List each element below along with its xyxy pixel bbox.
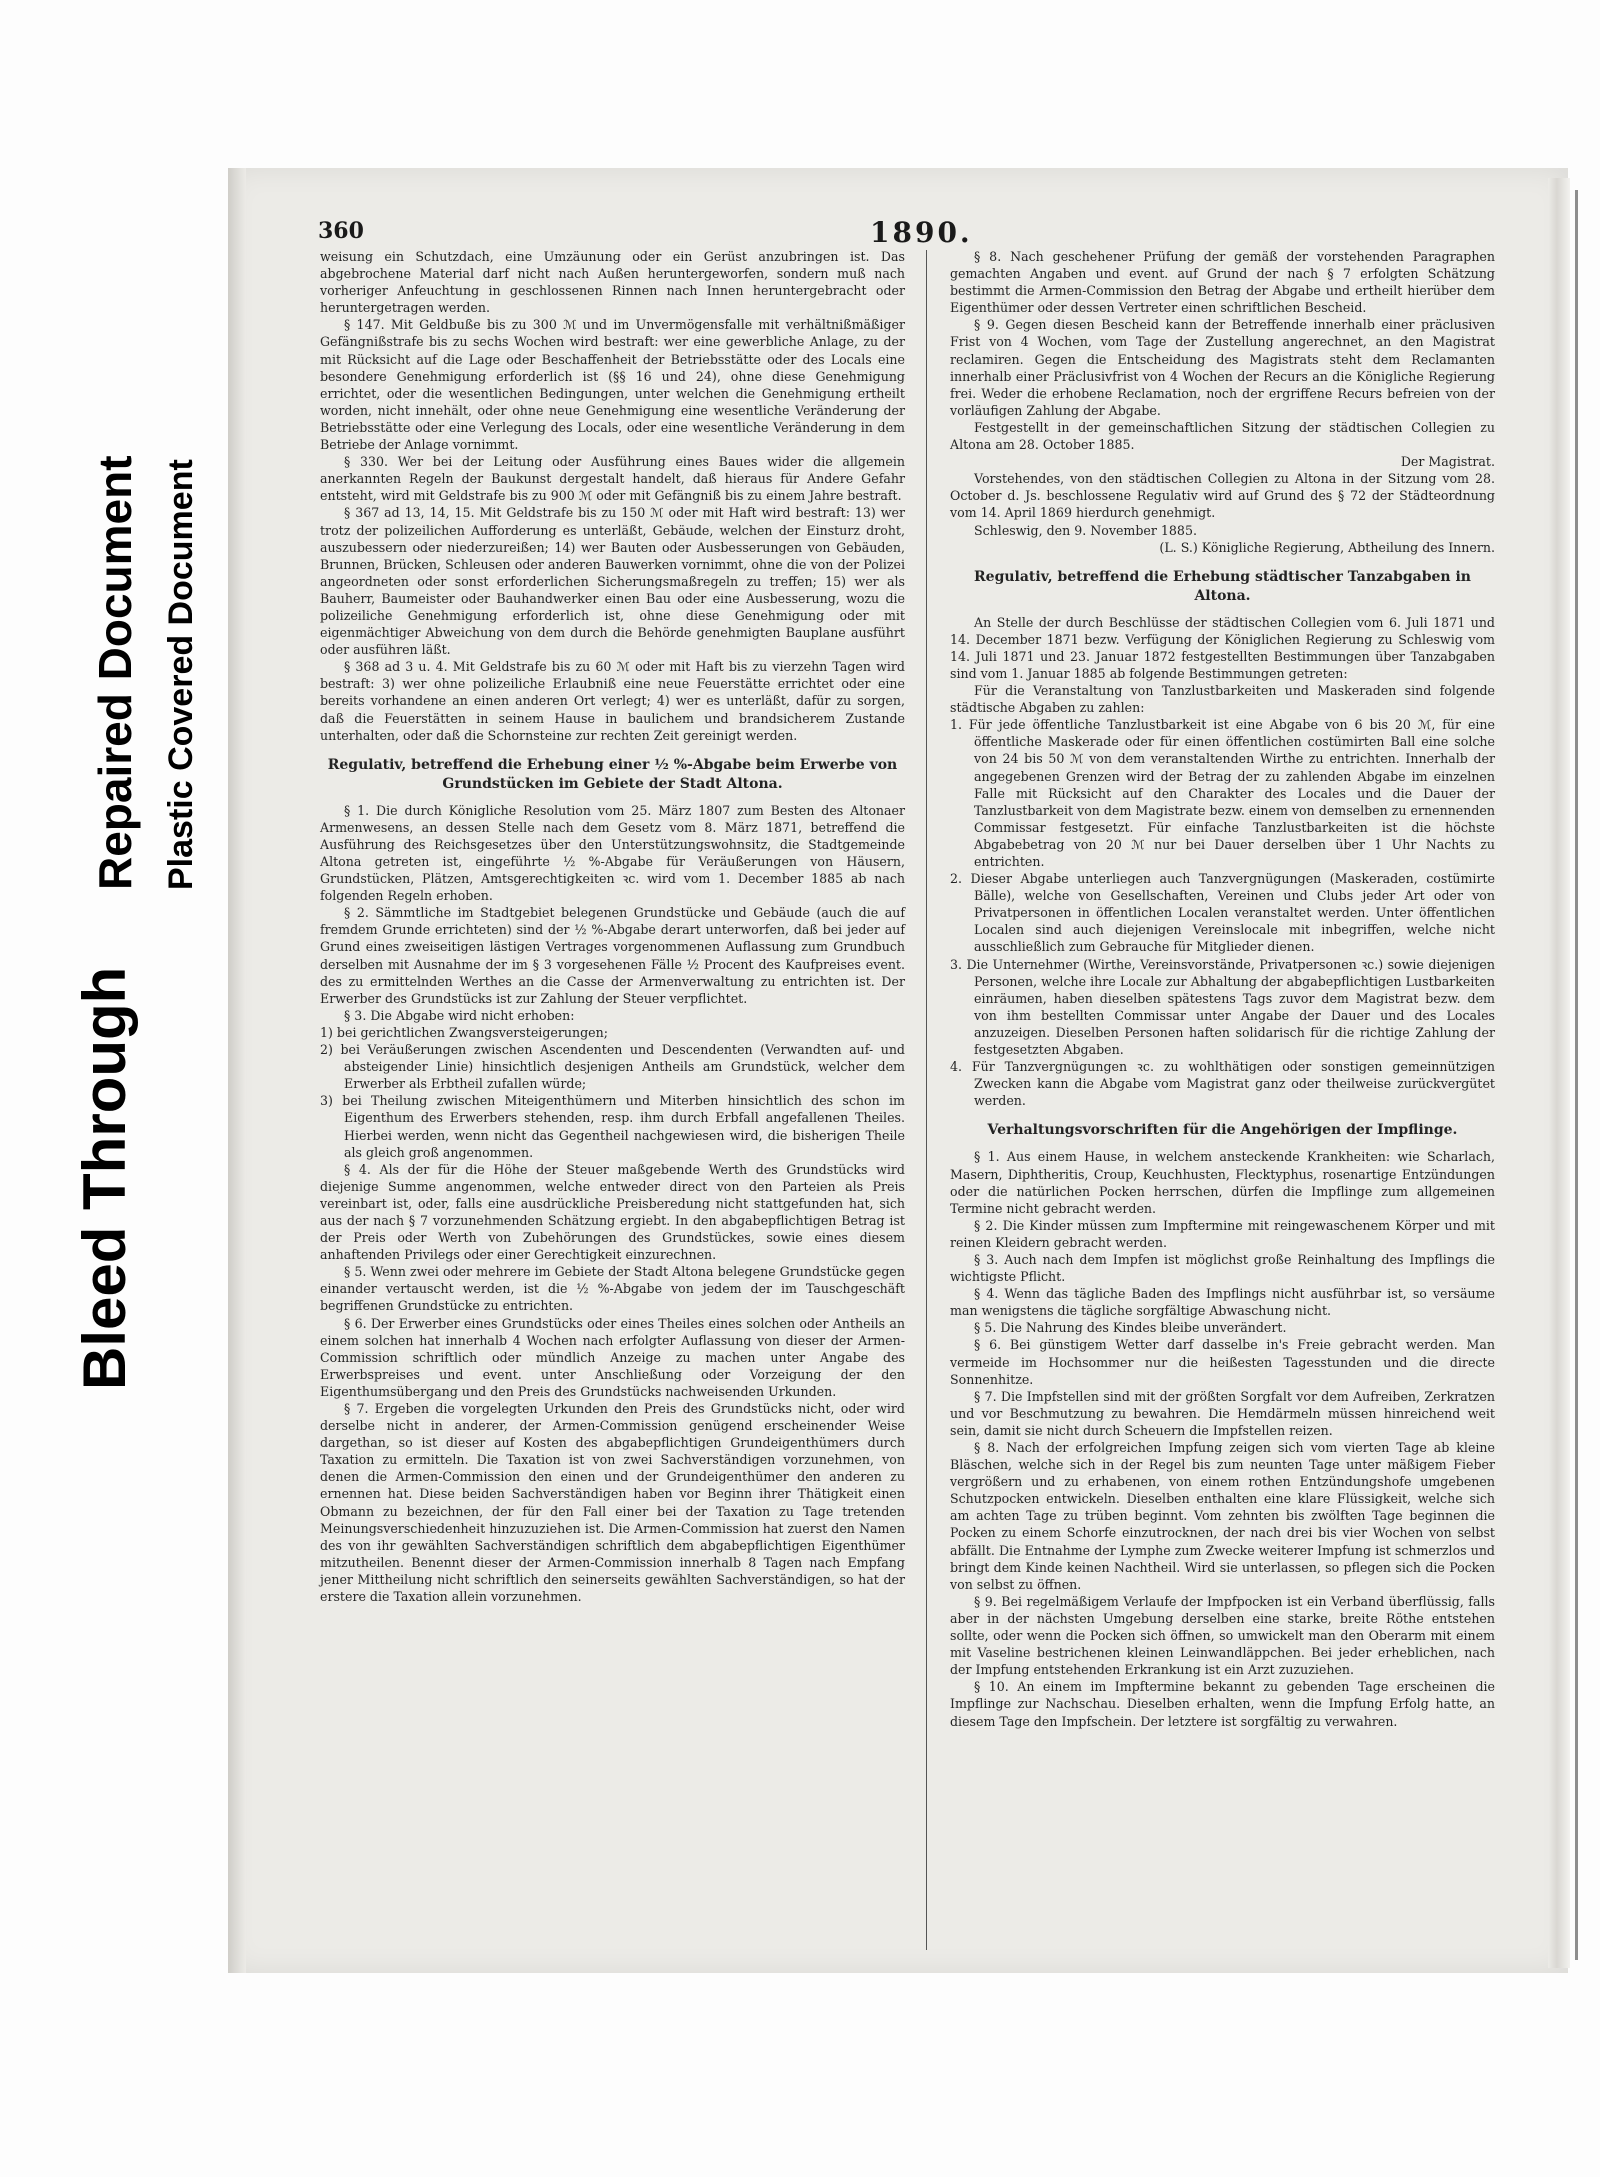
paragraph: § 5. Die Nahrung des Kindes bleibe unverändert. (974, 1320, 1287, 1336)
magistrat-signature: Der Magistrat. (1400, 454, 1495, 470)
paragraph: An Stelle der durch Beschlüsse der städtischen Collegien vom 6. Juli 1871 und 14. December 1871 bezw. Verfügung der Königlichen Regierung zu Schleswig vom 14. Juli 1871 und 23. Januar 1872 festgestellten Bestimmungen über Tanzabgaben sind vom 1. Januar 1885 ab folgende Bestimmungen getreten: (950, 614, 1495, 681)
list-item: 3) bei Theilung zwischen Miteigenthümern und Miterben hinsichtlich des schon im Eigenthum des Erwerbers stehenden, resp. ihm durch Erbfall angefallenen Theiles. Hierbei werden, wenn nicht das Gegentheil nachgewiesen wird, die bisherigen Theile als gleich groß angenommen. (320, 1093, 905, 1160)
paragraph: Festgestellt in der gemeinschaftlichen Sitzung der städtischen Collegien zu Altona am 28. October 1885. (950, 419, 1495, 453)
paragraph: § 9. Gegen diesen Bescheid kann der Betreffende innerhalb einer präclusiven Frist von 4 Wochen, vom Tage der Zustellung angerechnet, an den Magistrat reclamiren. Gegen die Entscheidung des Magistrats steht dem Reclamanten innerhalb einer Präclusivfrist von 4 Wochen der Recurs an die Königliche Regierung frei. Weder die erhobene Reclamation, noch der ergriffene Recurs befreien von der vorläufigen Zahlung der Abgabe. (950, 317, 1495, 418)
list-item: 2) bei Veräußerungen zwischen Ascendenten und Descendenten (Verwandten auf- und absteigender Linie) hinsichtlich desjenigen Antheils am Grundstück, welcher dem Erwerber als Erbtheil zufallen würde; (320, 1042, 905, 1092)
paragraph: § 8. Nach der erfolgreichen Impfung zeigen sich vom vierten Tage ab kleine Bläschen, welche sich in der Regel bis zum neunten Tage unter mäßigem Fieber vergrößern und zu erhabenen, von einem rothen Entzündungshofe umgebenen Schutzpocken entwickeln. Dieselben enthalten eine klare Flüssigkeit, welche sich am achten Tage zu trüben beginnt. Vom zehnten bis zwölften Tage beginnen die Pocken zu einem Schorfe einzutrocknen, der nach drei bis vier Wochen von selbst abfällt. Die Entnahme der Lymphe zum Zwecke weiterer Impfung ist schmerzlos und bringt dem Kinde keinen Nachtheil. Wird sie unterlassen, so pflegen sich die Pocken von selbst zu öffnen. (950, 1440, 1495, 1592)
paragraph: § 8. Nach geschehener Prüfung der gemäß der vorstehenden Paragraphen gemachten Angaben und event. auf Grund der nach § 7 erfolgten Schätzung bestimmt die Armen-Commission den Betrag der Abgabe und ertheilt hierüber dem Eigenthümer oder dessen Vertreter einen schriftlichen Bescheid. (950, 249, 1495, 316)
paragraph: § 6. Bei günstigem Wetter darf dasselbe in's Freie gebracht werden. Man vermeide im Hochsommer nur die heißesten Tagesstunden und die directe Sonnenhitze. (950, 1337, 1495, 1387)
page-number: 360 (318, 218, 364, 244)
page-right-edge (1548, 178, 1570, 1968)
paragraph: § 7. Die Impfstellen sind mit der größten Sorgfalt vor dem Aufreiben, Zerkratzen und vor Beschmutzung zu bewahren. Die Hemdärmeln müssen hinreichend weit sein, damit sie nicht durch Scheuern die Impfstellen reizen. (950, 1388, 1495, 1438)
paragraph: § 330. Wer bei der Leitung oder Ausführung eines Baues wider die allgemein anerkannten Regeln der Baukunst dergestalt handelt, daß hieraus für Andere Gefahr entsteht, wird mit Geldstrafe bis zu 900 ℳ oder mit Gefängniß bis zu einem Jahre bestraft. (320, 454, 905, 504)
paragraph: § 3. Die Abgabe wird nicht erhoben: (344, 1007, 575, 1023)
paragraph: § 2. Sämmtliche im Stadtgebiet belegenen Grundstücke und Gebäude (auch die auf fremdem Grunde errichteten) sind der ½ %-Abgabe derart unterworfen, daß bei jeder auf Grund eines zweiseitigen lästigen Vertrages vorgenommenen Auflassung zum Grundbuch derselben mit Ausnahme der im § 3 vorgesehenen Fälle ½ Procent des Kaufpreises event. des zu ermittelnden Werthes an die Casse der Armenverwaltung zu entrichten ist. Der Erwerber des Grundstücks ist zur Zahlung der Steuer verpflichtet. (320, 905, 905, 1006)
paragraph: § 10. An einem im Impftermine bekannt zu gebenden Tage erscheinen die Impflinge zur Nachschau. Dieselben erhalten, wenn die Impfung Erfolg hatte, an diesem Tage den Impfschein. Der letztere ist sorgfältig zu verwahren. (950, 1679, 1495, 1729)
paragraph: § 3. Auch nach dem Impfen ist möglichst große Reinhaltung des Impflings die wichtigste Pflicht. (950, 1251, 1495, 1285)
section-heading: Regulativ, betreffend die Erhebung einer ½ %-Abgabe beim Erwerbe von Grundstücken im Gebiete der Stadt Altona. (327, 756, 898, 792)
paragraph: Schleswig, den 9. November 1885. (974, 522, 1197, 538)
column-divider (926, 250, 927, 1950)
paragraph: Vorstehendes, von den städtischen Collegien zu Altona in der Sitzung vom 28. October d. Js. beschlossene Regulativ wird auf Grund des § 72 der Städteordnung vom 14. April 1869 hierdurch genehmigt. (950, 471, 1495, 521)
section-heading: Regulativ, betreffend die Erhebung städtischer Tanzabgaben in Altona. (974, 568, 1471, 604)
paragraph: § 9. Bei regelmäßigem Verlaufe der Impfpocken ist ein Verband überflüssig, falls aber in der nächsten Umgebung derselben eine starke, breite Röthe entstehen sollte, oder wenn die Pocken sich öffnen, so umwickelt man den Oberarm mit einem mit Vaseline bestrichenen kleinen Leinwandläppchen. Bei jeder erheblichen, nach der Impfung entstehenden Erkrankung ist ein Arzt zuzuziehen. (950, 1593, 1495, 1678)
right-column (950, 248, 1495, 1730)
list-item: 3. Die Unternehmer (Wirthe, Vereinsvorstände, Privatpersonen ꝛc.) sowie diejenigen Personen, welche ihre Locale zur Abhaltung der abgabepflichtigen Lustbarkeiten einräumen, haben dieselben spätestens Tags zuvor dem Magistrat bezw. dem von ihm bestellten Commissar unter Angabe der Dauer und des Locales anzuzeigen. Dieselben Personen haften solidarisch für die richtige Zahlung der festgesetzten Abgaben. (950, 956, 1495, 1058)
paragraph: Für die Veranstaltung von Tanzlustbarkeiten und Maskeraden sind folgende städtische Abgaben zu zahlen: (950, 683, 1495, 716)
paragraph: § 2. Die Kinder müssen zum Impftermine mit reingewaschenem Körper und mit reinen Kleidern gebracht werden. (950, 1217, 1495, 1250)
bleed-through-label: Bleed Through (71, 966, 138, 1390)
list-item: 4. Für Tanzvergnügungen ꝛc. zu wohlthätigen oder sonstigen gemeinnützigen Zwecken kann die Abgabe vom Magistrat ganz oder theilweise zurückvergütet werden. (950, 1059, 1495, 1109)
paragraph: § 4. Wenn das tägliche Baden des Impflings nicht ausführbar ist, so versäume man wenigstens die tägliche sorgfältige Abwaschung nicht. (950, 1286, 1495, 1319)
plastic-covered-label: Plastic Covered Document (162, 459, 200, 890)
page-left-edge (228, 168, 246, 1973)
paragraph: § 1. Aus einem Hause, in welchem ansteckende Krankheiten: wie Scharlach, Masern, Diphtheritis, Croup, Keuchhusten, Flecktyphus, rosenartige Entzündungen oder die natürlichen Pocken herrschen, dürfen die Impflinge zum allgemeinen Termine nicht gebracht werden. (950, 1149, 1495, 1216)
paragraph: § 5. Wenn zwei oder mehrere im Gebiete der Stadt Altona belegene Grundstücke gegen einander vertauscht werden, ist die ½ %-Abgabe von jedem der im Tauschgeschäft begriffenen Grundstücke zu entrichten. (320, 1264, 905, 1314)
paragraph: § 7. Ergeben die vorgelegten Urkunden den Preis des Grundstücks nicht, oder wird derselbe nicht in anderer, der Armen-Commission genügend erscheinender Weise dargethan, so ist dieser auf Kosten des abgabepflichtigen Grundeigenthümers durch Taxation zu ermitteln. Die Taxation ist von zwei Sachverständigen vorzunehmen, von denen die Armen-Commission den einen und der Grundeigenthümer den anderen zu ernennen hat. Diese beiden Sachverständigen haben vor Beginn ihrer Thätigkeit einen Obmann zu bezeichnen, der für den Fall einer bei der Taxation zu Tage tretenden Meinungsverschiedenheit hinzuzuziehen ist. Die Armen-Commission hat zuerst den Namen des von ihr gewählten Sachverständigen schriftlich dem abgabepflichtigen Eigenthümer mitzutheilen. Benennt dieser der Armen-Commission innerhalb 8 Tagen nach Empfang jener Mittheilung nicht schriftlich den seinerseits gewählten Sachverständigen, so hat der erstere die Taxation allein vorzunehmen. (320, 1401, 905, 1605)
page-year-header: 1890. (870, 216, 973, 249)
list-item: 1. Für jede öffentliche Tanzlustbarkeit ist eine Abgabe von 6 bis 20 ℳ, für eine öffentliche Maskerade oder für einen öffentlichen costümirten Ball eine solche von 24 bis 50 ℳ von dem veranstaltenden Wirthe zu entrichten. Innerhalb der angegebenen Grenzen wird der Betrag der zu zahlenden Abgabe im einzelnen Falle mit Rücksicht auf den Charakter des Locales und die Dauer der Tanzlustbarkeit von dem Magistrate bezw. einem von demselben zu ernennenden Commissar festgesetzt. Für einfache Tanzlustbarkeiten ist die höchste Abgabebetrag von 20 ℳ nur bei Dauer derselben über 1 Uhr Nachts zu entrichten. (950, 717, 1495, 869)
binding-gutter (1575, 190, 1578, 1960)
repaired-document-label: Repaired Document (89, 455, 141, 890)
left-column (320, 248, 905, 1605)
list-item: 2. Dieser Abgabe unterliegen auch Tanzvergnügungen (Maskeraden, costümirte Bälle), welche von Gesellschaften, Vereinen und Clubs jeder Art oder von Privatpersonen in öffentlichen Localen veranstaltet werden. Unter öffentlichen Localen sind auch diejenigen Vereinslocale mit inbegriffen, welche nicht ausschließlich zum Gebrauche für Mitglieder dienen. (950, 871, 1495, 955)
paragraph: § 4. Als der für die Höhe der Steuer maßgebende Werth des Grundstücks wird diejenige Summe angenommen, welche entweder direct von den Parteien als Preis vereinbart ist, oder, falls eine ausdrückliche Preisberedung nicht stattgefunden hat, sich aus der nach § 7 vorzunehmenden Schätzung ergiebt. In den abgabepflichtigen Betrag ist der Preis oder Werth von Zubehörungen des Grundstückes, sowie eines diesem anhaftenden Privilegs oder einer Gerechtigkeit einzurechnen. (320, 1161, 905, 1263)
paragraph: § 1. Die durch Königliche Resolution vom 25. März 1807 zum Besten des Altonaer Armenwesens, an dessen Stelle nach dem Gesetz vom 8. März 1871, betreffend die Ausführung des Reichsgesetzes über den Unterstützungswohnsitz, die Stadtgemeinde Altona getreten ist, eingeführte ½ %-Abgabe für Veräußerungen von Häusern, Grundstücken, Plätzen, Amtsgerechtigkeiten ꝛc. wird vom 1. December 1885 ab nach folgenden Regeln erhoben. (320, 802, 905, 904)
paragraph: weisung ein Schutzdach, eine Umzäunung oder ein Gerüst anzubringen ist. Das abgebrochene Material darf nicht nach Außen heruntergeworfen, sondern muß nach vorheriger Anfeuchtung in geschlossenen Rinnen nach Innen heruntergebracht oder heruntergetragen werden. (320, 249, 905, 316)
paragraph: § 367 ad 13, 14, 15. Mit Geldstrafe bis zu 150 ℳ oder mit Haft wird bestraft: 13) wer trotz der polizeilichen Aufforderung es unterläßt, Gebäude, welchen der Einsturz droht, auszubessern oder niederzureißen; 14) wer Bauten oder Ausbesserungen von Gebäuden, Brunnen, Brücken, Schleusen oder anderen Bauwerken vornimmt, ohne die von der Polizei angeordneten oder sonst erforderlichen Sicherungsmaßregeln zu treffen; 15) wer als Bauherr, Baumeister oder Bauhandwerker einen Bau oder eine Ausbesserung, wozu die polizeiliche Genehmigung erforderlich ist, ohne diese Genehmigung oder mit eigenmächtiger Abweichung von dem durch die Behörde genehmigten Bauplane ausführt oder ausführen läßt. (320, 505, 905, 658)
government-signature: (L. S.) Königliche Regierung, Abtheilung des Innern. (1159, 539, 1495, 555)
list-item: 1) bei gerichtlichen Zwangsversteigerungen; (320, 1024, 608, 1040)
paragraph: § 368 ad 3 u. 4. Mit Geldstrafe bis zu 60 ℳ oder mit Haft bis zu vierzehn Tagen wird bestraft: 3) wer ohne polizeiliche Erlaubniß eine neue Feuerstätte errichtet oder eine bereits vorhandene an einen anderen Ort verlegt; 4) wer es unterläßt, dafür zu sorgen, daß die Feuerstätten in seinem Hause in baulichem und brandsicherem Zustande unterhalten, oder daß die Schornsteine zur rechten Zeit gereinigt werden. (320, 659, 905, 743)
paragraph: § 147. Mit Geldbuße bis zu 300 ℳ und im Unvermögensfalle mit verhältnißmäßiger Gefängnißstrafe bis zu sechs Wochen wird bestraft: wer eine gewerbliche Anlage, zu der mit Rücksicht auf die Lage oder Beschaffenheit der Betriebsstätte oder des Locals eine besondere Genehmigung erforderlich ist (§§ 16 und 24), ohne diese Genehmigung errichtet, oder die wesentlichen Bedingungen, unter welchen die Genehmigung ertheilt worden, nicht innehält, oder ohne neue Genehmigung eine wesentliche Veränderung der Betriebsstätte oder eine Verlegung des Locals, oder eine wesentliche Veränderung in dem Betriebe der Anlage vornimmt. (320, 317, 905, 453)
paragraph: § 6. Der Erwerber eines Grundstücks oder eines Theiles eines solchen oder Antheils an einem solchen hat innerhalb 4 Wochen nach erfolgter Auflassung von dieser der Armen-Commission schriftlich oder mündlich Anzeige zu machen unter Angabe des Erwerbspreises und event. unter Anschließung oder Vorzeigung der den Eigenthumsübergang und den Preis des Grundstücks nachweisenden Urkunden. (320, 1315, 905, 1399)
section-heading: Verhaltungsvorschriften für die Angehörigen der Impflinge. (987, 1122, 1458, 1139)
